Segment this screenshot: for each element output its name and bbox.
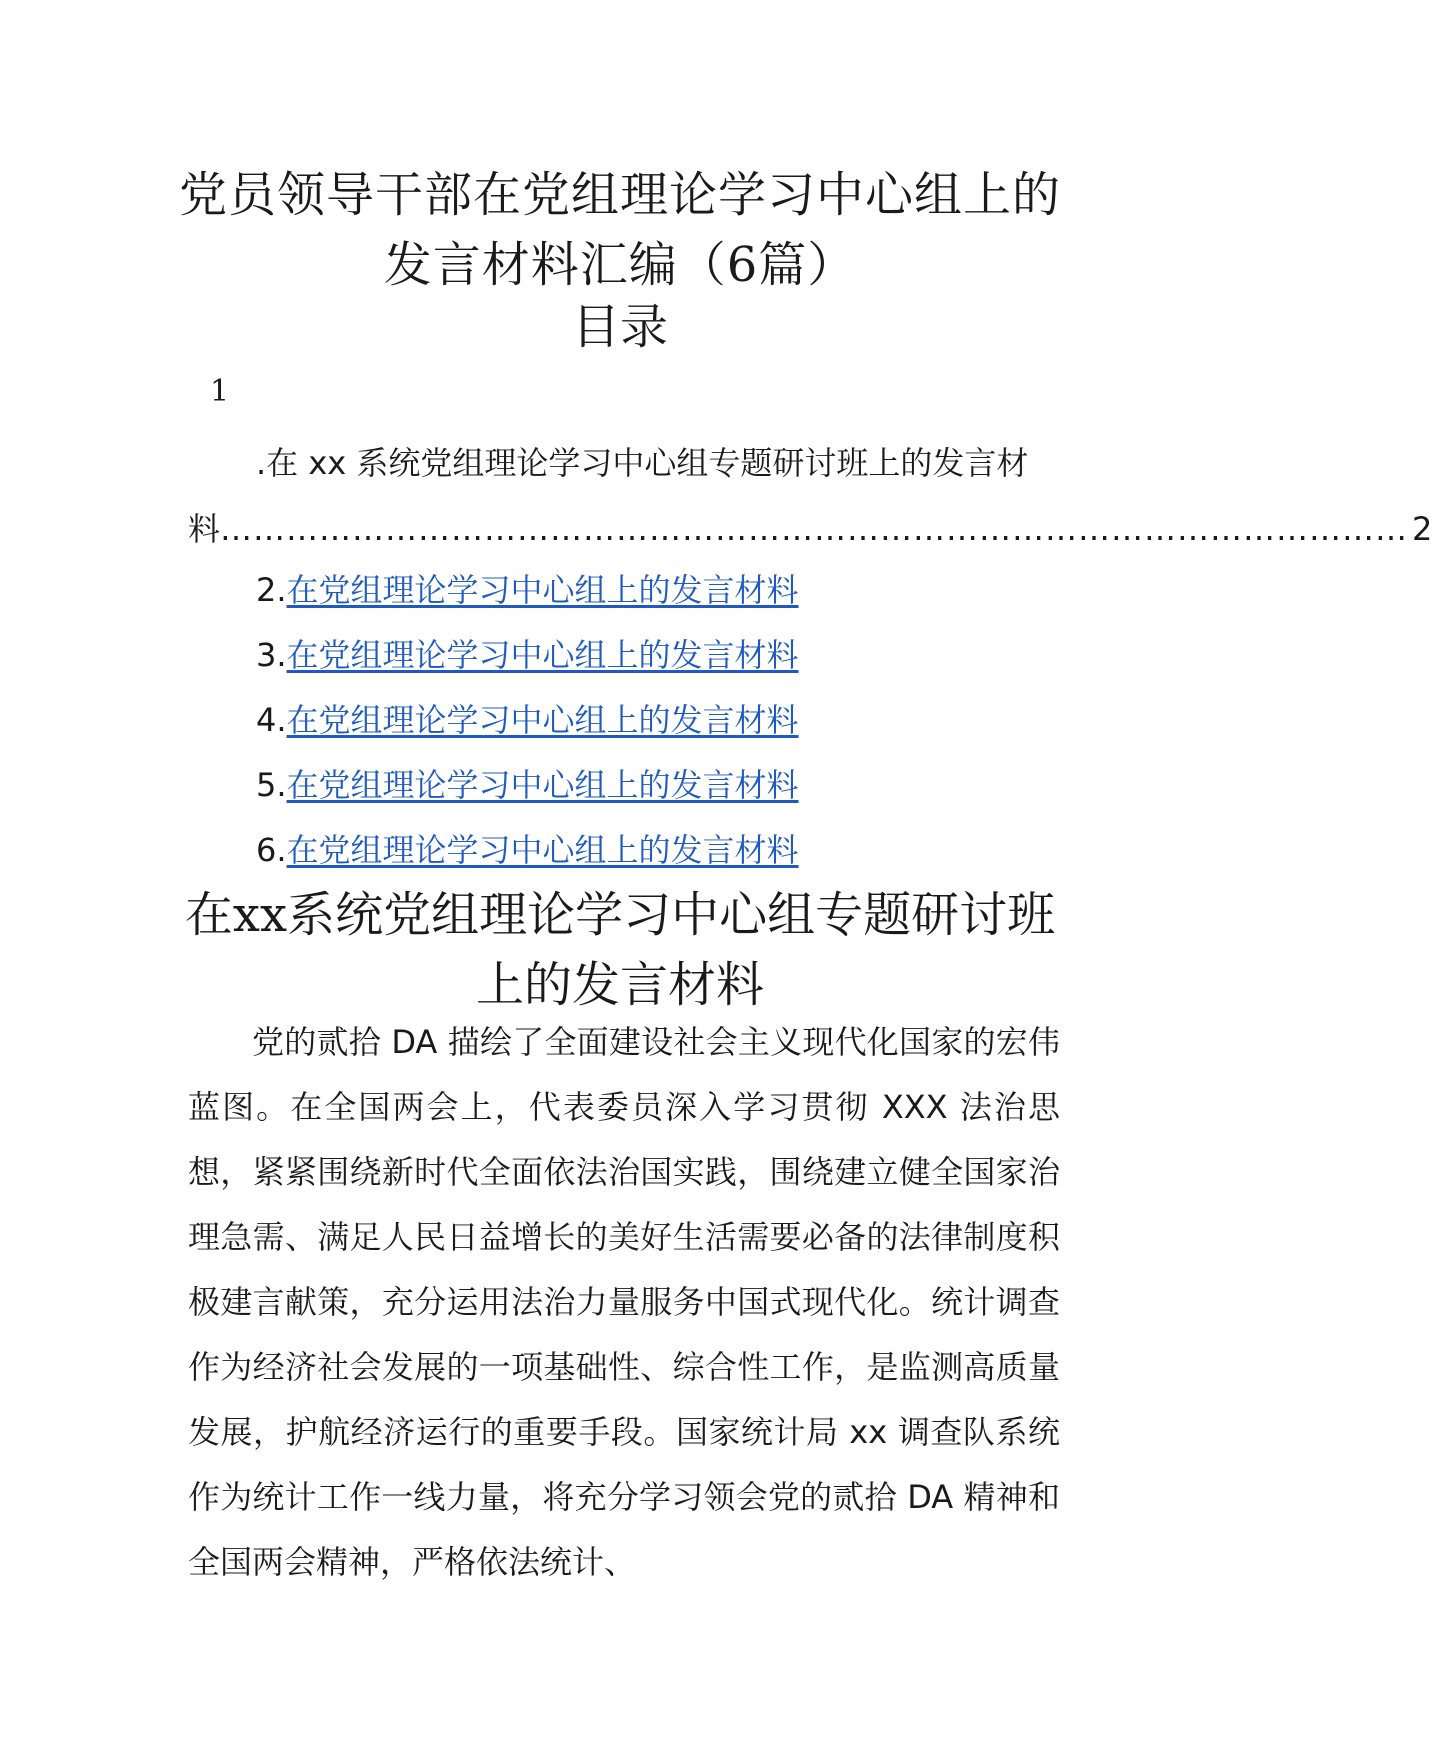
toc-link[interactable]: 在党组理论学习中心组上的发言材料: [286, 766, 799, 804]
toc-link[interactable]: 在党组理论学习中心组上的发言材料: [286, 571, 799, 609]
toc-item: [256, 558, 799, 623]
toc-item-num: 5.: [256, 766, 287, 804]
section-title-line2: 上的发言材料: [475, 957, 764, 1013]
document-title-line1: 党员领导干部在党组理论学习中心组上的: [178, 167, 1061, 223]
section-title-xx: xx: [232, 887, 288, 943]
toc-item-num: 4.: [256, 701, 287, 739]
toc-item: [256, 753, 799, 818]
toc-leader-dots: ………………………………………………………………………………………………: [220, 510, 1409, 548]
toc-item-first-label-end: 料: [188, 510, 221, 548]
toc-page-number: 2: [1412, 510, 1432, 548]
toc-list: [256, 558, 799, 883]
toc-link[interactable]: 在党组理论学习中心组上的发言材料: [286, 831, 799, 869]
toc-link[interactable]: 在党组理论学习中心组上的发言材料: [286, 701, 799, 739]
toc-item-number: 1: [210, 374, 230, 409]
toc-item-first[interactable]: [188, 430, 1432, 562]
toc-link[interactable]: 在党组理论学习中心组上的发言材料: [286, 636, 799, 674]
toc-item-first-line1: .在 xx 系统党组理论学习中心组专题研讨班上的发言材: [256, 444, 1029, 482]
document-title-line2-b: 篇）: [758, 237, 857, 293]
section-title: [150, 880, 1090, 1020]
toc-item: [256, 623, 799, 688]
toc-item-first-line2: [188, 496, 1432, 562]
toc-item-num: 3.: [256, 636, 287, 674]
document-title: [150, 160, 1090, 300]
section-title-rest: 系统党组理论学习中心组专题研讨班: [287, 887, 1056, 943]
document-title-line2-a: 发言材料汇编（: [383, 237, 727, 293]
toc-item-num: 6.: [256, 831, 287, 869]
toc-item: [256, 818, 799, 883]
toc-item: [256, 688, 799, 753]
toc-item-num: 2.: [256, 571, 287, 609]
document-title-count: 6: [726, 237, 759, 293]
section-title-prefix: 在: [184, 887, 233, 943]
toc-heading: 目录: [571, 299, 668, 355]
body-paragraph: 党的贰拾 DA 描绘了全面建设社会主义现代化国家的宏伟蓝图。在全国两会上，代表委员深入学习贯彻 XXX 法治思想，紧紧围绕新时代全面依法治国实践，围绕建立健全国家治理急需、满足人民日益增长的美好生活需要必备的法律制度积极建言献策，充分运用法治力量服务中国式现代化。统计调查作为经济社会发展的一项基础性、综合性工作，是监测高质量发展，护航经济运行的重要手段。国家统计局 xx 调查队系统作为统计工作一线力量，将充分学习领会党的贰拾 DA 精神和全国两会精神，严格依法统计、: [188, 1023, 1060, 1581]
